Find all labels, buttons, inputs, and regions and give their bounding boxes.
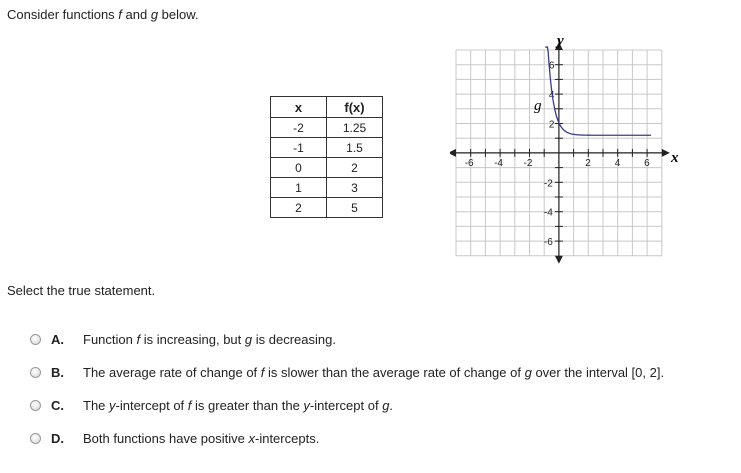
option-letter: C. [51,397,64,413]
radio-button[interactable] [30,334,41,345]
table-cell: 3 [327,178,383,198]
y-axis-label: y [557,33,564,49]
y-tick-label: 2 [548,119,555,131]
table-cell: 5 [327,198,383,218]
option-text: Both functions have positive x-intercepts. [83,430,320,446]
x-axis-arrow-left [450,149,456,157]
radio-button[interactable] [30,400,41,411]
function-g-graph [450,30,690,270]
option-text: The y-intercept of f is greater than the y-intercept of g. [83,397,394,413]
x-tick-label: 4 [614,157,621,169]
answer-option[interactable] [30,363,664,381]
table-cell: -1 [271,138,327,158]
option-letter: B. [51,364,64,380]
table-cell: -2 [271,118,327,138]
x-tick-label: -4 [494,157,504,169]
table-cell: 1 [271,178,327,198]
answer-option[interactable] [30,429,319,447]
curve-g [545,47,651,135]
table-cell: 0 [271,158,327,178]
y-tick-label: 4 [548,90,555,102]
x-axis-label: x [671,150,679,166]
y-axis-arrow-down [555,256,563,264]
x-tick-label: 6 [644,157,650,169]
table-row [271,158,383,178]
prompt-f: f [118,7,122,22]
y-tick-label: -6 [543,237,553,249]
graph-axes [450,42,670,264]
answer-option[interactable] [30,396,393,414]
function-table [270,96,383,218]
x-tick-label: -6 [464,157,474,169]
option-text: Function f is increasing, but g is decreasing. [83,331,336,347]
curve-g-label: g [534,98,542,114]
y-tick-label: -4 [543,207,553,219]
option-letter: D. [51,430,64,446]
prompt-g: g [150,7,159,22]
x-tick-label: -2 [523,157,533,169]
y-tick-label: 6 [548,60,555,72]
table-cell: 2 [327,158,383,178]
y-tick-label: -2 [543,178,553,190]
graph-ticks [465,61,650,248]
table-cell: 2 [271,198,327,218]
question-prompt: Consider functions f and g below. [7,7,199,22]
x-axis-arrow-right [662,149,670,157]
table-row [271,198,383,218]
table-header-fx: f(x) [327,97,383,118]
x-tick-label: 2 [585,157,591,169]
table-row [271,118,383,138]
answer-option[interactable] [30,330,336,348]
radio-button[interactable] [30,433,41,444]
radio-button[interactable] [30,367,41,378]
instruction-text: Select the true statement. [7,283,156,298]
option-letter: A. [51,331,64,347]
table-header-x: x [271,97,327,118]
option-text: The average rate of change of f is slower than the average rate of change of g over the interval [0, 2]. [83,364,665,380]
table-cell: 1.5 [327,138,383,158]
table-cell: 1.25 [327,118,383,138]
table-row [271,178,383,198]
table-row [271,138,383,158]
